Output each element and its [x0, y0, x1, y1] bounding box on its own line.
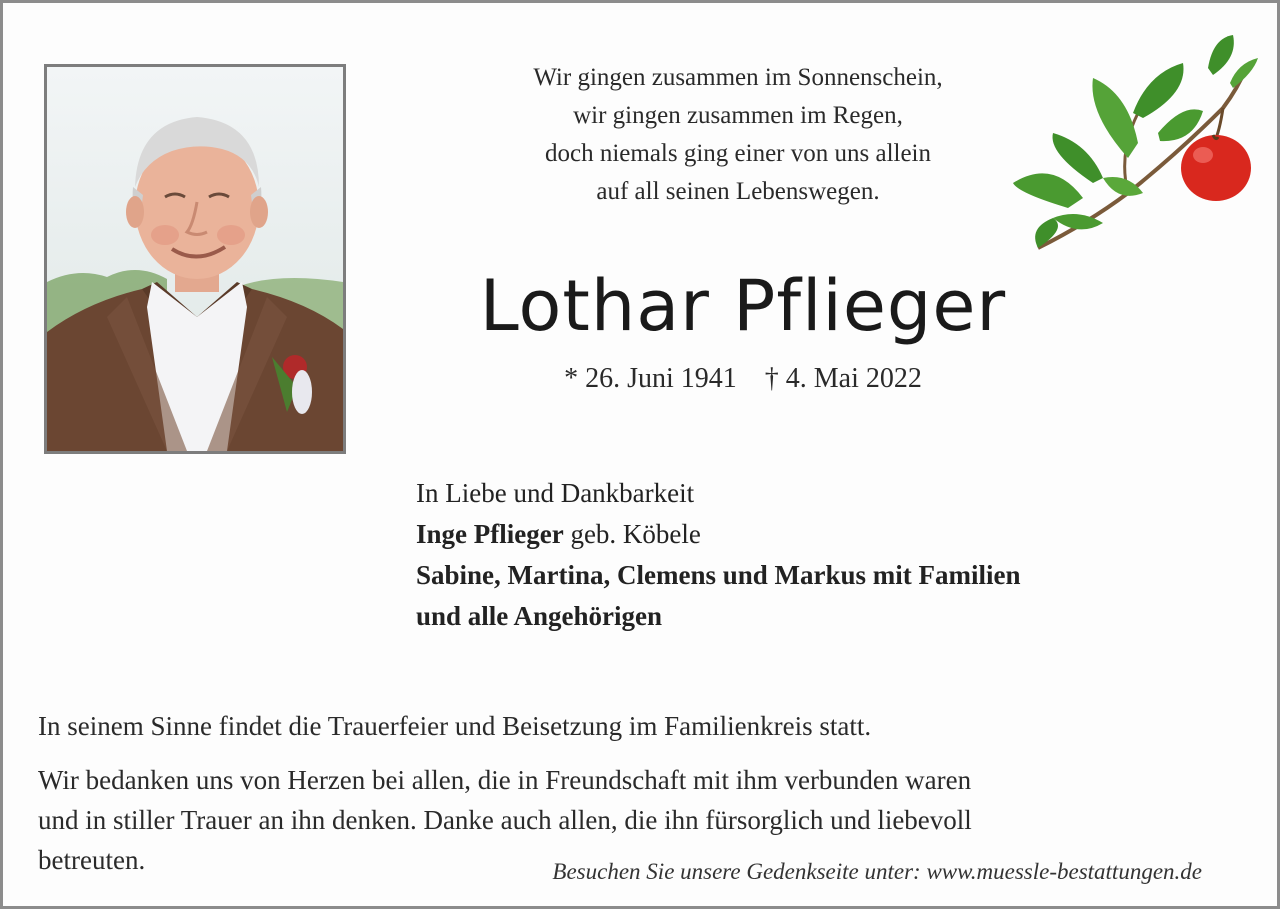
poem-line: auf all seinen Lebenswegen.	[596, 178, 880, 205]
apple-branch-icon	[1008, 33, 1263, 258]
life-dates	[443, 363, 1043, 395]
spouse-maiden-name: geb. Köbele	[563, 519, 701, 549]
deceased-name: Lothar Pflieger	[479, 265, 1007, 347]
birth-date: * 26. Juni 1941	[564, 363, 737, 394]
relatives-line: und alle Angehörigen	[416, 601, 663, 631]
thanks-line: und in stiller Trauer an ihn denken. Danke auch allen, die ihn fürsorglich und liebevoll	[38, 805, 972, 835]
spouse-name: Inge Pflieger	[416, 519, 564, 549]
spouse-line	[416, 514, 1216, 555]
mourners-intro: In Liebe und Dankbarkeit	[416, 478, 695, 508]
poem-line: doch niemals ging einer von uns allein	[544, 140, 932, 167]
poem-line: wir gingen zusammen im Regen,	[573, 102, 903, 129]
children-line: Sabine, Martina, Clemens und Markus mit Familien	[416, 560, 1021, 590]
memorial-website-link[interactable]: Besuchen Sie unsere Gedenkseite unter: www.muessle-bestattungen.de	[552, 859, 1202, 884]
death-date: † 4. Mai 2022	[764, 363, 922, 394]
thanks-line: Wir bedanken uns von Herzen bei allen, die in Freundschaft mit ihm verbunden waren	[38, 765, 972, 795]
portrait-photo	[44, 64, 346, 454]
poem-line: Wir gingen zusammen im Sonnenschein,	[533, 64, 943, 91]
thanks-line: betreuten.	[38, 845, 146, 875]
poem	[443, 59, 1033, 211]
funeral-notice: In seinem Sinne findet die Trauerfeier und Beisetzung im Familienkreis statt.	[38, 711, 872, 741]
mourners-block	[416, 473, 1216, 637]
